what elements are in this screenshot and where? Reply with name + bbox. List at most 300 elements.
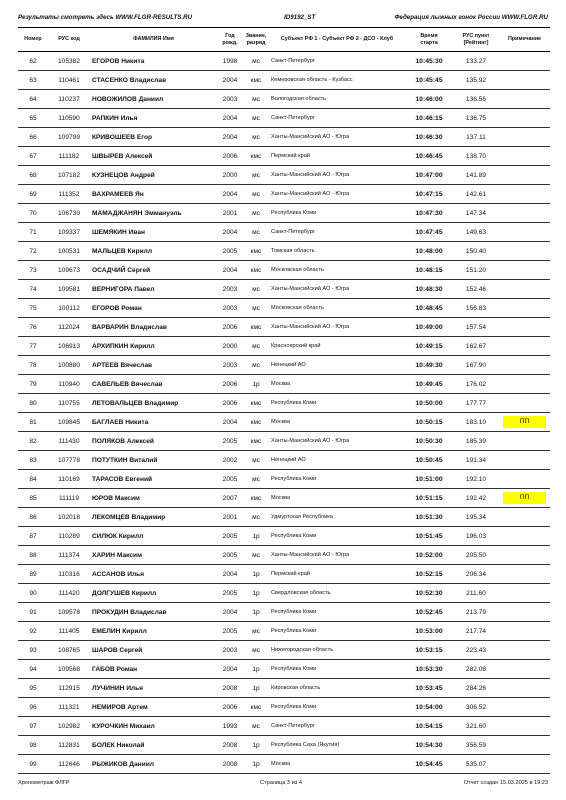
cell-note: [499, 641, 550, 660]
cell-note: [499, 755, 550, 774]
cell-num: 76: [18, 318, 48, 337]
cell-pts: 223.43: [453, 641, 499, 660]
cell-year: 2006: [217, 318, 243, 337]
cell-rus: 112915: [48, 679, 90, 698]
cell-note: [499, 261, 550, 280]
table-row: [18, 394, 550, 413]
cell-name: ВЕРНИГОРА Павел: [90, 280, 217, 299]
cell-note: [499, 546, 550, 565]
cell-rank: мс: [243, 166, 269, 185]
cell-region: Москва: [269, 489, 405, 508]
cell-region: Удмуртская Республика: [269, 508, 405, 527]
cell-time: 10:52:30: [405, 584, 453, 603]
cell-rus: 107182: [48, 166, 90, 185]
cell-note: [499, 394, 550, 413]
cell-year: 2004: [217, 223, 243, 242]
cell-rus: 110289: [48, 527, 90, 546]
table-row: [18, 717, 550, 736]
note-badge: ПП: [503, 416, 546, 428]
cell-year: 2005: [217, 546, 243, 565]
cell-rus: 110590: [48, 109, 90, 128]
cell-num: 94: [18, 660, 48, 679]
cell-region: Свердловская область: [269, 584, 405, 603]
cell-pts: 147.34: [453, 204, 499, 223]
cell-time: 10:52:45: [405, 603, 453, 622]
cell-pts: 167.90: [453, 356, 499, 375]
table-row: [18, 546, 550, 565]
note-badge: [503, 55, 546, 67]
table-row: [18, 527, 550, 546]
cell-region: Московская область: [269, 299, 405, 318]
cell-rus: 112831: [48, 736, 90, 755]
cell-note: [499, 166, 550, 185]
cell-pts: 162.67: [453, 337, 499, 356]
table-row: [18, 508, 550, 527]
cell-rank: кмс: [243, 261, 269, 280]
cell-num: 71: [18, 223, 48, 242]
cell-pts: 149.63: [453, 223, 499, 242]
cell-num: 65: [18, 109, 48, 128]
cell-num: 86: [18, 508, 48, 527]
cell-num: 74: [18, 280, 48, 299]
cell-note: [499, 375, 550, 394]
cell-rus: 109568: [48, 660, 90, 679]
cell-name: КРИВОШЕЕВ Егор: [90, 128, 217, 147]
cell-name: САВЕЛЬЕВ Вячеслав: [90, 375, 217, 394]
cell-year: 2001: [217, 508, 243, 527]
cell-region: Москва: [269, 375, 405, 394]
cell-pts: 133.27: [453, 52, 499, 71]
cell-note: [499, 147, 550, 166]
cell-name: ЕГОРОВ Никита: [90, 52, 217, 71]
note-badge: [503, 473, 546, 485]
note-badge: [503, 131, 546, 143]
cell-year: 2008: [217, 755, 243, 774]
cell-num: 72: [18, 242, 48, 261]
col-header-year: Год рожд.: [217, 28, 243, 52]
note-badge: [503, 397, 546, 409]
cell-rank: кмс: [243, 489, 269, 508]
cell-pts: 282.08: [453, 660, 499, 679]
note-badge: [503, 245, 546, 257]
cell-num: 90: [18, 584, 48, 603]
results-site-label: Результаты смотреть здесь WWW.FLGR-RESULTS.RU: [18, 14, 193, 21]
cell-year: 2005: [217, 242, 243, 261]
col-header-region: Субъект РФ 1 - Субъект РФ 2 - ДСО - Клуб: [269, 28, 405, 52]
cell-rus: 111374: [48, 546, 90, 565]
cell-name: БАГЛАЕВ Никита: [90, 413, 217, 432]
cell-name: ВАРВАРИН Владислав: [90, 318, 217, 337]
cell-rank: мс: [243, 717, 269, 736]
cell-time: 10:52:00: [405, 546, 453, 565]
cell-region: Ханты-Мансийский АО - Югра: [269, 546, 405, 565]
start-list-table: [18, 27, 550, 774]
cell-year: 2001: [217, 204, 243, 223]
cell-name: ЮРОВ Максим: [90, 489, 217, 508]
cell-rus: 111430: [48, 432, 90, 451]
cell-time: 10:54:45: [405, 755, 453, 774]
table-row: [18, 261, 550, 280]
cell-year: 2003: [217, 299, 243, 318]
cell-region: Ханты-Мансийский АО - Югра: [269, 166, 405, 185]
cell-num: 68: [18, 166, 48, 185]
cell-pts: 157.54: [453, 318, 499, 337]
cell-region: Республика Коми: [269, 603, 405, 622]
cell-time: 10:47:00: [405, 166, 453, 185]
cell-num: 64: [18, 90, 48, 109]
cell-rank: мс: [243, 90, 269, 109]
cell-region: Республика Саха (Якутия): [269, 736, 405, 755]
cell-rank: кмс: [243, 147, 269, 166]
cell-year: 2005: [217, 527, 243, 546]
cell-name: ГАБОВ Роман: [90, 660, 217, 679]
cell-name: НОВОЖИЛОВ Даниил: [90, 90, 217, 109]
note-badge: [503, 625, 546, 637]
table-row: [18, 413, 550, 432]
cell-time: 10:50:00: [405, 394, 453, 413]
cell-rank: мс: [243, 52, 269, 71]
cell-name: ШАРОВ Сергей: [90, 641, 217, 660]
cell-note: [499, 185, 550, 204]
cell-rank: мс: [243, 451, 269, 470]
cell-rus: 100531: [48, 242, 90, 261]
cell-time: 10:51:30: [405, 508, 453, 527]
cell-time: 10:46:30: [405, 128, 453, 147]
federation-label: Федерация лыжных гонок России WWW.FLGR.RU: [394, 14, 548, 21]
table-row: [18, 204, 550, 223]
note-badge: ПП: [503, 492, 546, 504]
cell-time: 10:48:45: [405, 299, 453, 318]
cell-name: АРХИПКИН Кирилл: [90, 337, 217, 356]
cell-name: ПОЛЯКОВ Алексей: [90, 432, 217, 451]
cell-name: ТАРАСОВ Евгений: [90, 470, 217, 489]
cell-year: 2005: [217, 584, 243, 603]
cell-year: 2002: [217, 451, 243, 470]
col-header-note: Примечание: [499, 28, 550, 52]
timing-credit: Хронометраж ФЛГР: [18, 780, 70, 786]
cell-rus: 111182: [48, 147, 90, 166]
note-badge: [503, 644, 546, 656]
note-badge: [503, 340, 546, 352]
table-row: [18, 166, 550, 185]
cell-num: 73: [18, 261, 48, 280]
cell-region: Ханты-Мансийский АО - Югра: [269, 432, 405, 451]
cell-num: 75: [18, 299, 48, 318]
cell-pts: 176.02: [453, 375, 499, 394]
note-badge: [503, 530, 546, 542]
table-row: [18, 52, 550, 71]
cell-num: 70: [18, 204, 48, 223]
cell-note: [499, 584, 550, 603]
cell-pts: 192.42: [453, 489, 499, 508]
cell-year: 2004: [217, 261, 243, 280]
cell-pts: 142.61: [453, 185, 499, 204]
cell-time: 10:48:30: [405, 280, 453, 299]
cell-num: 92: [18, 622, 48, 641]
cell-pts: 196.03: [453, 527, 499, 546]
cell-region: Республика Коми: [269, 204, 405, 223]
cell-rank: кмс: [243, 698, 269, 717]
cell-name: АРТЕЕВ Вячеслав: [90, 356, 217, 375]
table-row: [18, 584, 550, 603]
cell-rus: 106730: [48, 204, 90, 223]
table-row: [18, 641, 550, 660]
cell-rus: 102018: [48, 508, 90, 527]
cell-rus: 100880: [48, 356, 90, 375]
cell-note: [499, 52, 550, 71]
table-row: [18, 679, 550, 698]
cell-time: 10:46:45: [405, 147, 453, 166]
cell-rus: 110755: [48, 394, 90, 413]
note-badge: [503, 701, 546, 713]
cell-region: Москва: [269, 413, 405, 432]
cell-name: НЕМИРОВ Артем: [90, 698, 217, 717]
cell-note: [499, 318, 550, 337]
cell-rus: 109673: [48, 261, 90, 280]
cell-name: ДОЛГУШЕВ Кирилл: [90, 584, 217, 603]
cell-pts: 135.92: [453, 71, 499, 90]
cell-pts: 205.50: [453, 546, 499, 565]
cell-num: 99: [18, 755, 48, 774]
note-badge: [503, 264, 546, 276]
table-row: [18, 622, 550, 641]
table-row: [18, 299, 550, 318]
table-row: [18, 736, 550, 755]
cell-name: РЫЖИКОВ Даниил: [90, 755, 217, 774]
cell-note: [499, 717, 550, 736]
cell-time: 10:54:30: [405, 736, 453, 755]
col-header-pts: РУС пункт [Рейтинг]: [453, 28, 499, 52]
cell-note: [499, 204, 550, 223]
note-badge: [503, 568, 546, 580]
cell-note: [499, 603, 550, 622]
table-header-row: [18, 28, 550, 52]
cell-name: МАЛЬЦЕВ Кирилл: [90, 242, 217, 261]
cell-time: 10:53:15: [405, 641, 453, 660]
cell-year: 2000: [217, 337, 243, 356]
table-row: [18, 451, 550, 470]
cell-name: ЛЕКОМЦЕВ Владимир: [90, 508, 217, 527]
cell-note: [499, 128, 550, 147]
table-row: [18, 470, 550, 489]
cell-rank: мс: [243, 470, 269, 489]
cell-num: 82: [18, 432, 48, 451]
cell-pts: 195.34: [453, 508, 499, 527]
cell-time: 10:49:15: [405, 337, 453, 356]
cell-note: [499, 698, 550, 717]
table-row: [18, 660, 550, 679]
cell-time: 10:53:45: [405, 679, 453, 698]
cell-year: 1998: [217, 52, 243, 71]
cell-pts: 151.20: [453, 261, 499, 280]
cell-note: [499, 337, 550, 356]
cell-year: 2005: [217, 622, 243, 641]
note-badge: [503, 549, 546, 561]
col-header-rank: Звание, разряд: [243, 28, 269, 52]
cell-note: [499, 280, 550, 299]
cell-region: Ханты-Мансийский АО - Югра: [269, 185, 405, 204]
cell-name: КУРОЧКИН Михаил: [90, 717, 217, 736]
cell-rus: 109337: [48, 223, 90, 242]
cell-name: ЛУЧИНИН Илья: [90, 679, 217, 698]
cell-rank: кмс: [243, 318, 269, 337]
cell-pts: 192.10: [453, 470, 499, 489]
note-badge: [503, 226, 546, 238]
cell-pts: 137.11: [453, 128, 499, 147]
note-badge: [503, 74, 546, 86]
cell-num: 93: [18, 641, 48, 660]
table-row: [18, 698, 550, 717]
note-badge: [503, 169, 546, 181]
cell-rus: 111352: [48, 185, 90, 204]
note-badge: [503, 378, 546, 390]
cell-time: 10:46:00: [405, 90, 453, 109]
cell-year: 2005: [217, 432, 243, 451]
cell-year: 2005: [217, 470, 243, 489]
cell-rus: 109799: [48, 128, 90, 147]
cell-year: 2008: [217, 679, 243, 698]
cell-rank: мс: [243, 337, 269, 356]
cell-num: 77: [18, 337, 48, 356]
cell-pts: 217.74: [453, 622, 499, 641]
cell-rank: кмс: [243, 394, 269, 413]
cell-time: 10:51:45: [405, 527, 453, 546]
cell-region: Кемеровская область - Кузбасс: [269, 71, 405, 90]
cell-region: Санкт-Петербург: [269, 223, 405, 242]
cell-num: 66: [18, 128, 48, 147]
cell-name: ЛЕТОВАЛЬЦЕВ Владимир: [90, 394, 217, 413]
note-badge: [503, 188, 546, 200]
cell-year: 2008: [217, 736, 243, 755]
cell-time: 10:47:45: [405, 223, 453, 242]
cell-note: [499, 451, 550, 470]
cell-region: Республика Коми: [269, 470, 405, 489]
col-header-time: Время старта: [405, 28, 453, 52]
col-header-rus: РУС код: [48, 28, 90, 52]
cell-note: [499, 432, 550, 451]
cell-rank: мс: [243, 128, 269, 147]
note-badge: [503, 663, 546, 675]
cell-region: Республика Коми: [269, 698, 405, 717]
cell-year: 2004: [217, 603, 243, 622]
cell-pts: 206.34: [453, 565, 499, 584]
cell-region: Республика Коми: [269, 527, 405, 546]
note-badge: [503, 321, 546, 333]
page-footer: [18, 780, 548, 790]
cell-year: 2003: [217, 90, 243, 109]
cell-num: 88: [18, 546, 48, 565]
cell-rank: кмс: [243, 71, 269, 90]
cell-pts: 321.60: [453, 717, 499, 736]
cell-name: ВАХРАМЕЕВ Ян: [90, 185, 217, 204]
cell-region: Ненецкий АО: [269, 451, 405, 470]
cell-rus: 112646: [48, 755, 90, 774]
cell-rus: 105382: [48, 52, 90, 71]
cell-time: 10:51:15: [405, 489, 453, 508]
cell-rus: 110316: [48, 565, 90, 584]
cell-name: СТАСЕНКО Владислав: [90, 71, 217, 90]
cell-time: 10:47:30: [405, 204, 453, 223]
table-row: [18, 280, 550, 299]
cell-year: 2000: [217, 166, 243, 185]
cell-name: СИЛЮК Кирилл: [90, 527, 217, 546]
cell-rank: мс: [243, 508, 269, 527]
cell-rus: 110940: [48, 375, 90, 394]
cell-rank: кмс: [243, 432, 269, 451]
note-badge: [503, 359, 546, 371]
report-created: Отчет создан 15.03.2025 в 19:23: [463, 780, 548, 786]
cell-note: [499, 527, 550, 546]
cell-note: [499, 242, 550, 261]
cell-name: КУЗНЕЦОВ Андрей: [90, 166, 217, 185]
cell-rus: 108765: [48, 641, 90, 660]
cell-name: ЕГОРОВ Роман: [90, 299, 217, 318]
cell-region: Ханты-Мансийский АО - Югра: [269, 128, 405, 147]
cell-year: 2007: [217, 489, 243, 508]
cell-pts: 136.56: [453, 90, 499, 109]
cell-num: 81: [18, 413, 48, 432]
cell-name: ПРОКУДИН Владислав: [90, 603, 217, 622]
page-number: Страница 3 из 4: [260, 780, 302, 786]
table-row: [18, 603, 550, 622]
cell-rank: 1р: [243, 527, 269, 546]
cell-note: [499, 109, 550, 128]
cell-note: [499, 90, 550, 109]
cell-num: 79: [18, 375, 48, 394]
cell-region: Пермский край: [269, 565, 405, 584]
cell-rus: 111420: [48, 584, 90, 603]
cell-pts: 306.52: [453, 698, 499, 717]
table-row: [18, 375, 550, 394]
cell-year: 2003: [217, 641, 243, 660]
cell-rus: 110461: [48, 71, 90, 90]
cell-time: 10:54:00: [405, 698, 453, 717]
cell-year: 2004: [217, 660, 243, 679]
cell-note: [499, 223, 550, 242]
cell-note: [499, 660, 550, 679]
cell-time: 10:51:00: [405, 470, 453, 489]
cell-num: 67: [18, 147, 48, 166]
cell-year: 2004: [217, 71, 243, 90]
cell-rank: 1р: [243, 565, 269, 584]
cell-region: Кировская область: [269, 679, 405, 698]
cell-name: ШЕМЯКИН Иван: [90, 223, 217, 242]
cell-time: 10:53:00: [405, 622, 453, 641]
table-row: [18, 337, 550, 356]
cell-rus: 109581: [48, 280, 90, 299]
cell-pts: 183.10: [453, 413, 499, 432]
cell-note: [499, 489, 550, 508]
cell-year: 2006: [217, 147, 243, 166]
cell-note: [499, 565, 550, 584]
cell-rank: мс: [243, 622, 269, 641]
note-badge: [503, 435, 546, 447]
table-row: [18, 128, 550, 147]
cell-year: 2006: [217, 375, 243, 394]
cell-time: 10:53:30: [405, 660, 453, 679]
cell-time: 10:50:15: [405, 413, 453, 432]
cell-time: 10:48:15: [405, 261, 453, 280]
cell-note: [499, 679, 550, 698]
cell-region: Санкт-Петербург: [269, 717, 405, 736]
cell-rank: 1р: [243, 679, 269, 698]
cell-rank: мс: [243, 204, 269, 223]
cell-num: 83: [18, 451, 48, 470]
cell-note: [499, 736, 550, 755]
table-row: [18, 223, 550, 242]
cell-year: 1993: [217, 717, 243, 736]
cell-region: Москва: [269, 755, 405, 774]
